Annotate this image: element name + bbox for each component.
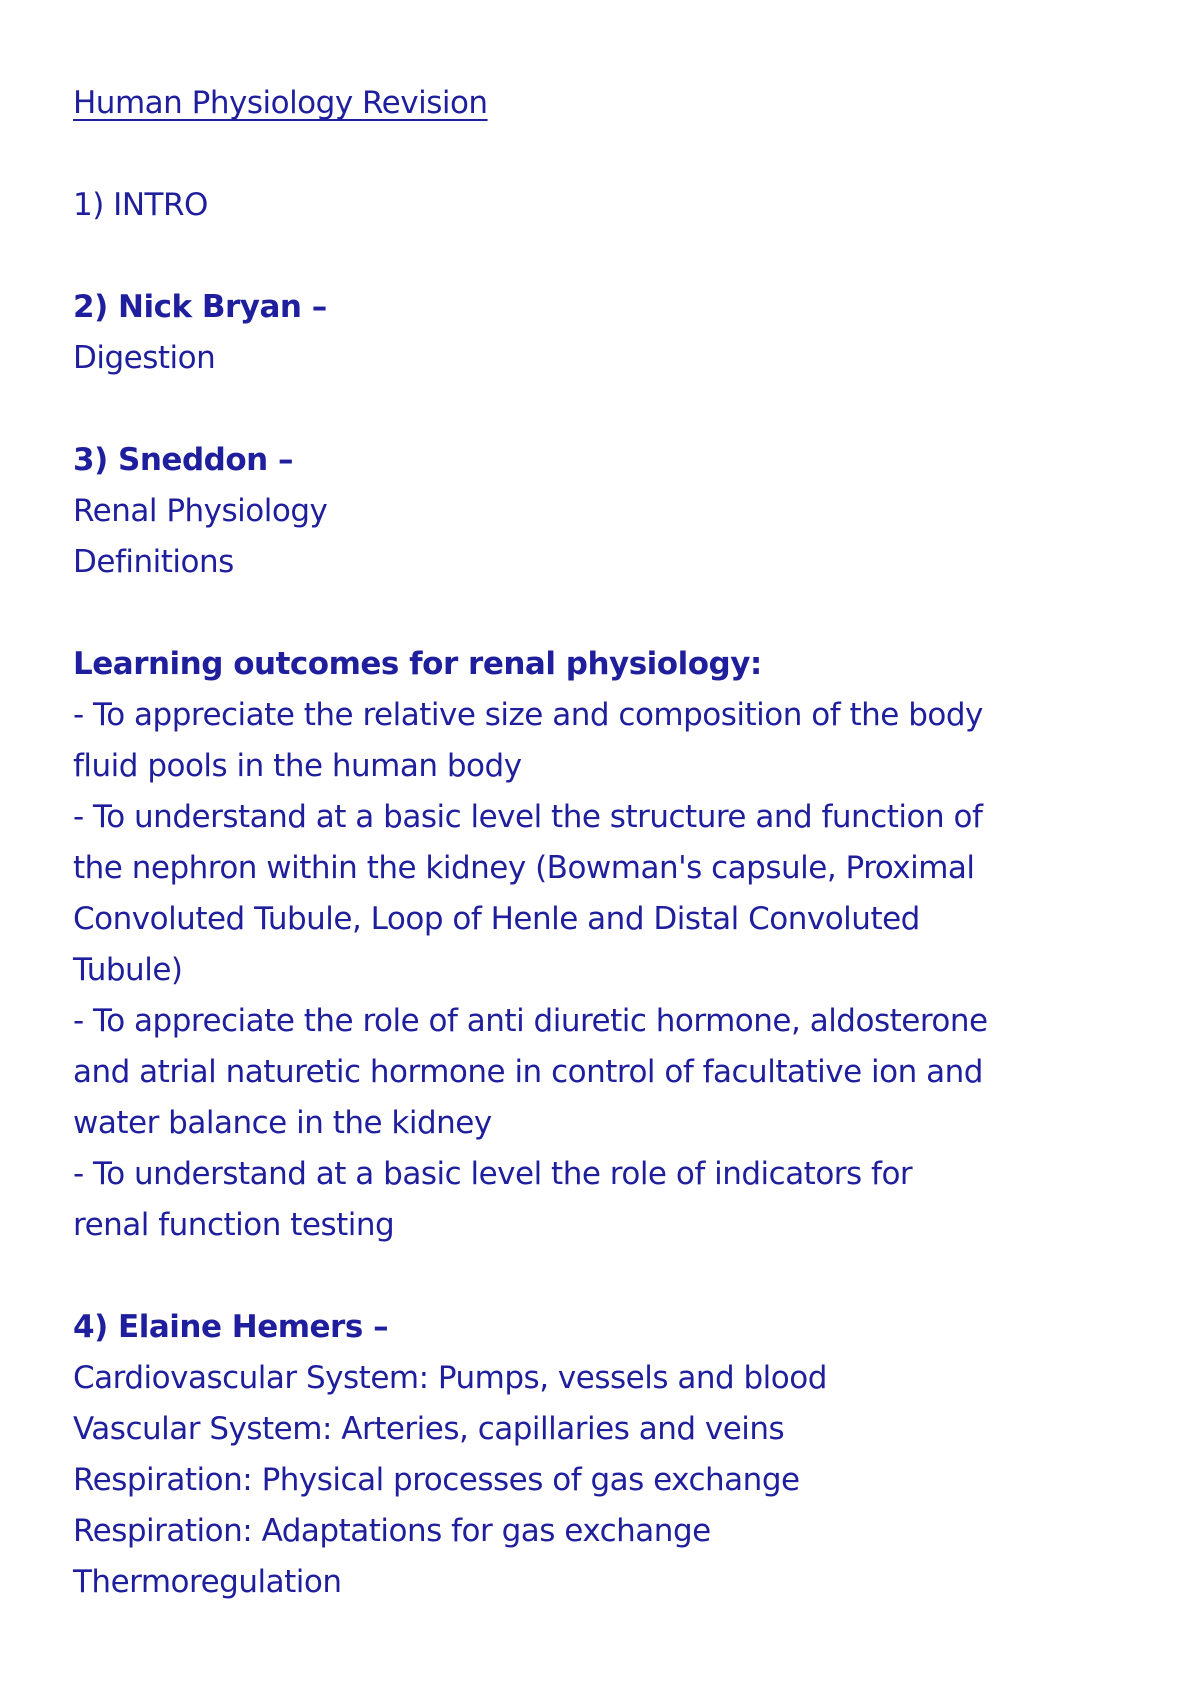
- section-2-item: Digestion: [73, 340, 216, 376]
- section-3-heading: 3) Sneddon –: [73, 442, 293, 478]
- section-3-item: Definitions: [73, 544, 234, 580]
- outcome-line: the nephron within the kidney (Bowman's capsule, Proximal: [73, 850, 975, 886]
- section-4-item: Cardiovascular System: Pumps, vessels and blood: [73, 1360, 827, 1396]
- spacer: [73, 231, 1140, 282]
- outcomes-heading: Learning outcomes for renal physiology:: [73, 646, 762, 682]
- outcome-line: Tubule): [73, 952, 183, 988]
- outcome-line: and atrial naturetic hormone in control of facultative ion and: [73, 1054, 983, 1090]
- outcome-line: - To appreciate the role of anti diuretic hormone, aldosterone: [73, 1003, 988, 1039]
- outcome-line: - To understand at a basic level the structure and function of: [73, 799, 983, 835]
- section-4-item: Respiration: Adaptations for gas exchange: [73, 1513, 711, 1549]
- section-4-item: Vascular System: Arteries, capillaries and veins: [73, 1411, 785, 1447]
- spacer: [73, 1251, 1140, 1302]
- outcome-line: Convoluted Tubule, Loop of Henle and Distal Convoluted: [73, 901, 920, 937]
- section-intro: 1) INTRO: [73, 187, 208, 223]
- outcome-line: renal function testing: [73, 1207, 395, 1243]
- section-4-item: Thermoregulation: [73, 1564, 342, 1600]
- outcome-line: fluid pools in the human body: [73, 748, 522, 784]
- section-4-heading: 4) Elaine Hemers –: [73, 1309, 389, 1345]
- section-2-heading: 2) Nick Bryan –: [73, 289, 327, 325]
- outcome-line: - To appreciate the relative size and composition of the body: [73, 697, 983, 733]
- outcome-line: - To understand at a basic level the role of indicators for: [73, 1156, 913, 1192]
- spacer: [73, 384, 1140, 435]
- spacer: [73, 129, 1140, 180]
- section-3-item: Renal Physiology: [73, 493, 328, 529]
- section-4-item: Respiration: Physical processes of gas exchange: [73, 1462, 800, 1498]
- spacer: [73, 588, 1140, 639]
- outcome-line: water balance in the kidney: [73, 1105, 492, 1141]
- document-title: Human Physiology Revision: [73, 85, 488, 121]
